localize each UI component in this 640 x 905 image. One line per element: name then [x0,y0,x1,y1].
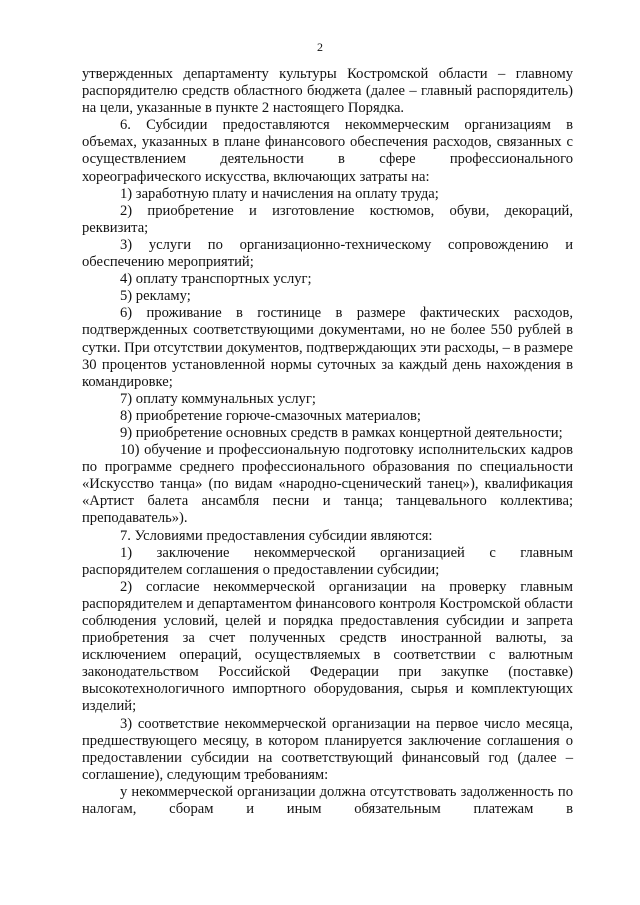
list-item: 9) приобретение основных средств в рамках концертной деятельности; [120,424,563,441]
list-item: 5) рекламу; [120,288,191,305]
paragraph: у некоммерческой организации должна отсутствовать задолженность по налогам, сборам и иным обязательным платежам в [82,783,573,818]
list-item: 8) приобретение горюче-смазочных материалов; [120,407,421,424]
list-item: 4) оплату транспортных услуг; [120,271,312,288]
list-item: 3) услуги по организационно-техническому сопровождению и обеспечению мероприятий; [82,236,573,271]
list-item: 6) проживание в гостинице в размере фактических расходов, подтвержденных соответствующими документами, но не более 550 рублей в сутки. При отсутствии документов, подтверждающих эти расходы, – в размере 30 процентов установленной нормы суточных за каждый день нахождения в командировке; [82,305,573,390]
list-item: 10) обучение и профессиональную подготовку исполнительских кадров по программе среднего профессионального образования по специальности «Искусство танца» (по видам «народно-сценический танец»), квалификация «Артист балета ансамбля песни и танца; танцевального коллектива; преподаватель»). [82,442,573,527]
list-item: 2) согласие некоммерческой организации на проверку главным распорядителем и департаментом финансового контроля Костромской области соблюдения условий, целей и порядка предоставления субсидии и запрета приобретения за счет полученных средств иностранной валюты, за исключением операций, осуществляемых в соответствии с валютным законодательством Российской Федерации при закупке (поставке) высокотехнологичного импортного оборудования, сырья и комплектующих изделий; [82,578,573,715]
list-item: 2) приобретение и изготовление костюмов, обуви, декораций, реквизита; [82,202,573,236]
paragraph: 7. Условиями предоставления субсидии являются: [120,527,433,544]
list-item: 1) заработную плату и начисления на оплату труда; [120,185,439,202]
paragraph: 6. Субсидии предоставляются некоммерческим организациям в объемах, указанных в плане финансового обеспечения расходов, связанных с осуществлением деятельности в сфере профессионального хореографического искусства, включающих затраты на: [82,117,573,185]
list-item: 1) заключение некоммерческой организацией с главным распорядителем соглашения о предоставлении субсидии; [82,544,573,578]
list-item: 3) соответствие некоммерческой организации на первое число месяца, предшествующего месяцу, в котором планируется заключение соглашения о предоставлении субсидии на соответствующий финансовый год (далее – соглашение), следующим требованиям: [82,715,573,783]
page-number: 2 [317,40,323,54]
paragraph: утвержденных департаменту культуры Костромской области – главному распорядителю средств областного бюджета (далее – главный распорядитель) на цели, указанные в пункте 2 настоящего Порядка. [82,66,573,117]
document-body [82,66,573,818]
list-item: 7) оплату коммунальных услуг; [120,390,316,407]
